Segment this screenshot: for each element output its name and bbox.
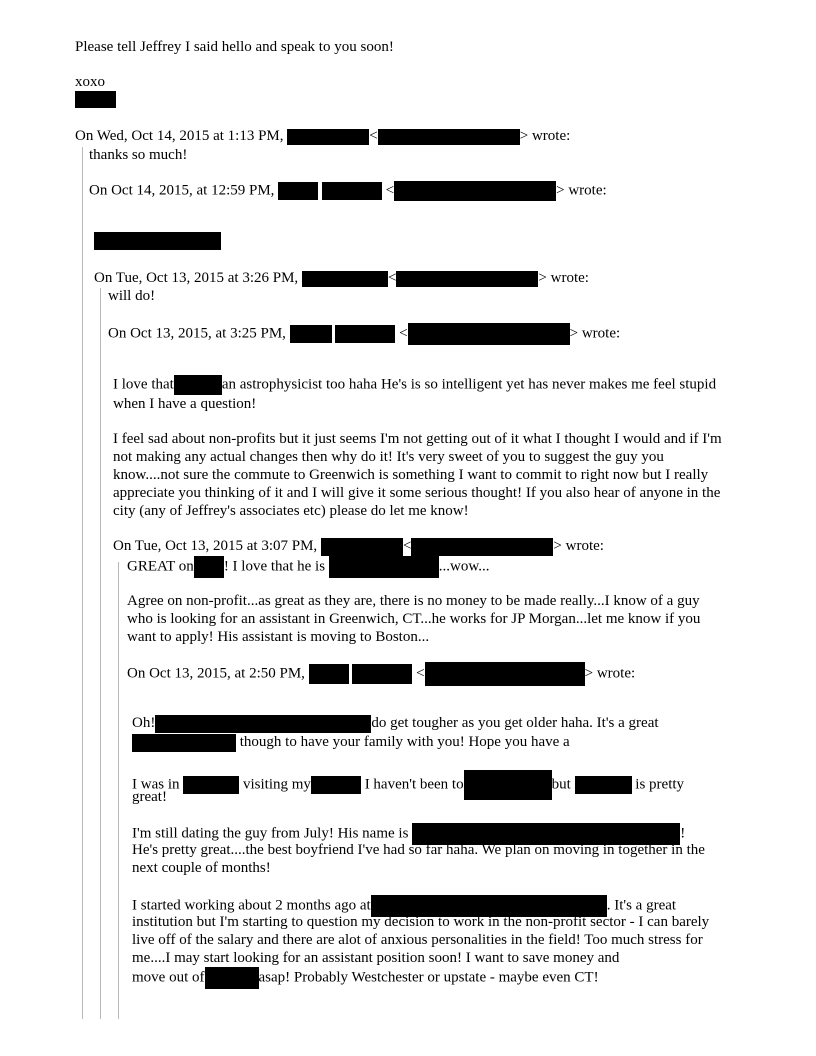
redacted-first-name [278, 182, 318, 200]
oh-a: Oh! [132, 715, 156, 731]
header-wrote: > wrote: [519, 128, 571, 144]
quote-header-3 [94, 269, 589, 287]
redacted-text [132, 734, 236, 752]
redacted-last-name [335, 325, 395, 343]
redacted-email [394, 181, 556, 201]
message-agree: Agree on non-profit...as great as they are, there is no money to be made really...I know of a guy who is looking for an assistant in Greenwich, CT...he works for JP Morgan...let me know if you want to apply! His assistant is moving to Boston... [127, 593, 701, 645]
header-2-prefix: On Oct 14, 2015, at 12:59 PM, [89, 182, 279, 199]
was-in-d: but [551, 776, 571, 793]
redacted-person [311, 776, 361, 794]
redacted-first-name [309, 664, 349, 684]
was-in-line-2: great! [132, 789, 167, 805]
header-wrote: > wrote: [584, 665, 636, 682]
quote-bar-3 [118, 562, 119, 1019]
redacted-name [321, 538, 403, 556]
oh-c: though to have your family with you! Hope you have a [239, 734, 570, 750]
redacted-name [174, 375, 222, 395]
redacted-place [575, 776, 632, 794]
working-d: move out of [132, 969, 205, 986]
redacted-last-name [352, 664, 412, 684]
quote-bar-2 [100, 288, 101, 1019]
redacted-place [464, 770, 552, 800]
redacted-name [302, 271, 388, 287]
redacted-last-name [322, 182, 382, 200]
header-4-prefix: On Oct 13, 2015, at 3:25 PM, [108, 325, 290, 342]
oh-line-2 [132, 733, 570, 752]
dating-b: ! [680, 825, 686, 842]
redacted-email [408, 323, 570, 345]
quote-bar-1 [82, 147, 83, 1019]
quote-header-1 [75, 127, 570, 145]
reply-thanks: thanks so much! [89, 147, 188, 163]
dating-a: I'm still dating the guy from July! His name is [132, 825, 409, 842]
redacted-line [94, 232, 221, 250]
oh-line-1 [132, 714, 659, 733]
header-lt: < [369, 128, 378, 144]
oh-b: do get tougher as you get older haha. It's a great [371, 715, 659, 731]
great-b: ! I love that he is [223, 558, 326, 575]
working-e: asap! Probably Westchester or upstate - maybe even CT! [258, 969, 599, 986]
dating-rest: He's pretty great....the best boyfriend I've had so far haha. We plan on moving in together in the next couple of months! [132, 842, 705, 876]
quote-header-2 [89, 181, 607, 201]
redacted-name [194, 556, 224, 578]
header-lt: < [416, 665, 425, 682]
was-in-line-1 [132, 770, 684, 800]
header-lt: < [387, 270, 397, 286]
great-line [127, 556, 490, 578]
header-5-prefix: On Tue, Oct 13, 2015 at 3:07 PM, [113, 538, 321, 554]
redacted-name [287, 129, 369, 145]
redacted-description [329, 556, 439, 578]
redacted-text [299, 715, 371, 733]
redacted-email [411, 538, 553, 556]
great-c: ...wow... [438, 558, 490, 575]
message-para-1 [113, 375, 728, 413]
header-wrote: > wrote: [538, 270, 589, 286]
header-3-prefix: On Tue, Oct 13, 2015 at 3:26 PM, [94, 270, 302, 286]
redacted-first-name [290, 325, 332, 343]
quote-header-5 [113, 537, 604, 556]
message-para-2: I feel sad about non-profits but it just seems I'm not getting out of it what I thought I would and if I'm not making any actual changes then why do it! It's very sweet of you to suggest the guy you know....not sure the commute to Greenwich is something I want to commit to right now but I really appreciate you thinking of it and I will give it some serious thought! If you also hear of anyone in the city (any of Jeffrey's associates etc) please do let me know! [113, 431, 722, 519]
header-lt: < [399, 325, 408, 342]
para1-b: an astrophysicist too haha He's is so intelligent yet has never makes me feel stupid when I have a question! [113, 376, 717, 412]
was-in-b: visiting my [243, 776, 311, 793]
redacted-email [425, 662, 585, 686]
quote-header-4 [108, 323, 620, 345]
top-line: Please tell Jeffrey I said hello and speak to you soon! [75, 39, 394, 55]
working-b: . It's a great [606, 897, 677, 914]
redacted-text [155, 715, 299, 733]
header-wrote: > wrote: [556, 182, 607, 199]
was-in-c: I haven't been to [364, 776, 464, 793]
header-wrote: > wrote: [569, 325, 621, 342]
redacted-email [396, 271, 538, 287]
working-last-line [132, 967, 599, 989]
redacted-signature [75, 91, 116, 108]
signoff: xoxo [75, 74, 105, 90]
was-in-e: is pretty [635, 776, 685, 793]
working-rest: institution but I'm starting to question my decision to work in the non-profit sector - I can barely live off of the salary and there are alot of anxious personalities in the field! Too much stress for me....I may start looking for an assistant position soon! I want to save money and [132, 914, 710, 966]
header-1-prefix: On Wed, Oct 14, 2015 at 1:13 PM, [75, 128, 288, 144]
redacted-place [205, 967, 259, 989]
redacted-email [378, 129, 520, 145]
working-a: I started working about 2 months ago at [132, 897, 371, 914]
header-lt: < [385, 182, 395, 199]
quote-header-6 [127, 662, 635, 686]
header-lt: < [402, 538, 412, 554]
great-a: GREAT on [127, 558, 194, 575]
header-wrote: > wrote: [553, 538, 604, 554]
header-6-prefix: On Oct 13, 2015, at 2:50 PM, [127, 665, 309, 682]
para1-a: I love that [113, 376, 174, 393]
reply-will-do: will do! [108, 288, 156, 304]
was-in-a: I was in [132, 776, 180, 793]
redacted-place [183, 776, 239, 794]
